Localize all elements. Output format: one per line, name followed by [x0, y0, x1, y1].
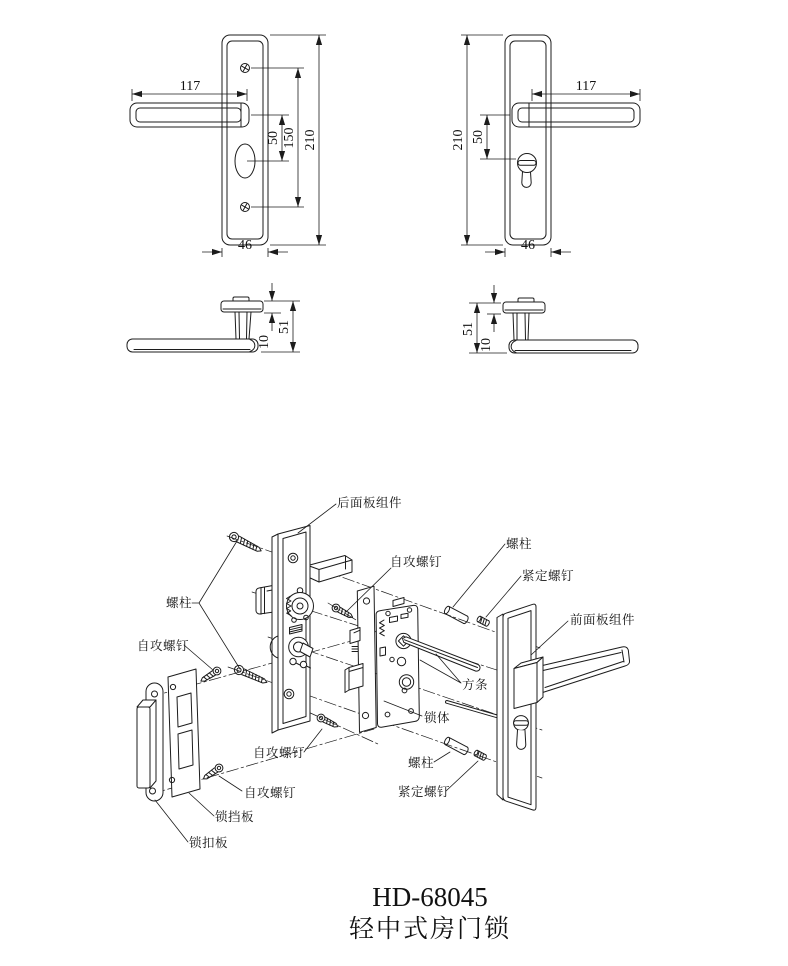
exploded-assembly: [137, 504, 630, 842]
label-stud-top-right: 螺柱: [506, 537, 533, 551]
front-view-left-dimensions: [132, 35, 326, 257]
dim-rose-thickness-left: 10: [257, 335, 272, 349]
dim-handle-to-cylinder-right: 50: [471, 130, 486, 144]
label-stud-bottom-right: 螺柱: [408, 756, 435, 770]
model-number: HD-68045: [372, 882, 488, 912]
label-square-bar: 方条: [462, 678, 489, 692]
label-set-screw-top-right: 紧定螺钉: [522, 569, 575, 583]
connecting-rod-part: [446, 700, 500, 718]
dim-screw-spacing: 150: [282, 127, 297, 149]
side-view-right-dimensions: [461, 285, 507, 353]
dim-total-height-right: 51: [461, 322, 476, 336]
dim-plate-height-left: 210: [303, 129, 318, 151]
label-self-tapping-screw-lower-center: 自攻螺钉: [253, 746, 306, 760]
front-view-left: [130, 35, 268, 245]
product-name: 轻中式房门锁: [348, 916, 512, 943]
label-lock-body: 锁体: [424, 711, 451, 725]
long-screw-top: [228, 531, 263, 555]
rear-panel-assembly-part: [256, 526, 352, 734]
label-stud-left: 螺柱: [166, 596, 193, 610]
dim-plate-width-left: 46: [238, 238, 252, 253]
set-screw-top-right: [476, 616, 490, 627]
baffle-plate-part: [168, 669, 200, 797]
self-tapping-screw-bottom-left: [201, 763, 224, 783]
front-view-right: [505, 35, 640, 245]
label-rear-panel-assembly: 后面板组件: [337, 496, 403, 510]
strike-plate-part: [137, 683, 163, 801]
front-panel-assembly-part: [497, 604, 630, 810]
dim-total-height-left: 51: [277, 320, 292, 334]
dim-handle-length-left: 117: [179, 79, 201, 94]
label-strike-plate: 锁扣板: [189, 836, 229, 850]
dim-plate-width-right: 46: [521, 238, 535, 253]
self-tapping-screw-lower-center: [316, 713, 340, 730]
label-front-panel-assembly: 前面板组件: [570, 613, 636, 627]
dim-rose-thickness-right: 10: [479, 338, 494, 352]
side-view-right: [503, 298, 638, 353]
stud-bottom-right: [443, 736, 469, 755]
label-self-tapping-screw-bottom-left: 自攻螺钉: [244, 786, 297, 800]
label-set-screw-bottom-right: 紧定螺钉: [398, 785, 451, 799]
dim-handle-to-hole-left: 50: [266, 131, 281, 145]
title-block: [349, 882, 511, 943]
side-view-left-dimensions: [257, 283, 300, 352]
label-self-tapping-screw-center: 自攻螺钉: [390, 555, 443, 569]
dim-plate-height-right: 210: [451, 129, 466, 151]
set-screw-bottom-right: [473, 750, 487, 761]
lock-body-part: [376, 598, 419, 728]
side-view-left: [127, 297, 263, 352]
label-self-tapping-screw-left: 自攻螺钉: [137, 639, 190, 653]
dim-handle-length-right: 117: [575, 79, 597, 94]
label-baffle-plate: 锁挡板: [215, 810, 255, 824]
